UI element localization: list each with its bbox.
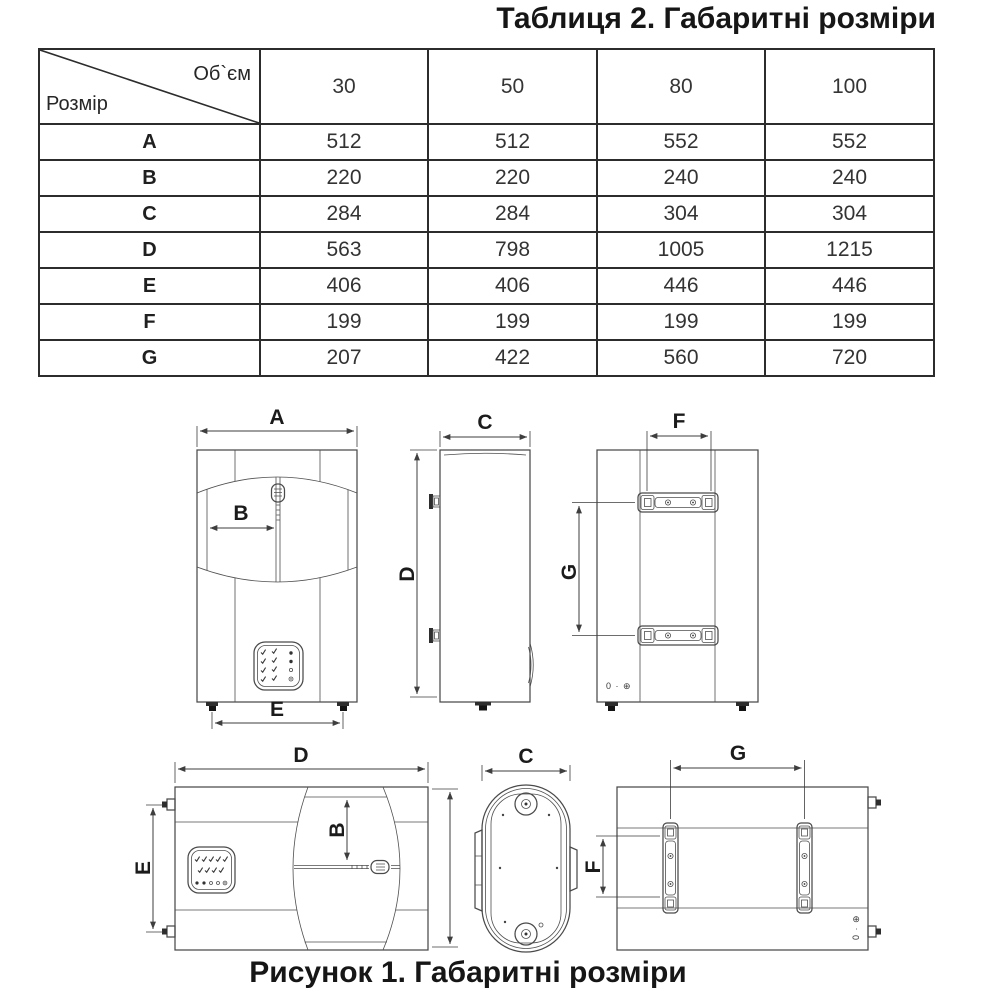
dim-label-d: D bbox=[293, 744, 309, 767]
table-row bbox=[39, 268, 934, 304]
column-header: 100 bbox=[765, 49, 934, 124]
table-cell: 220 bbox=[260, 160, 428, 196]
dimension-a bbox=[197, 406, 357, 447]
wall-bracket-icon bbox=[429, 628, 440, 643]
table-cell: 199 bbox=[765, 304, 934, 340]
column-header: 30 bbox=[260, 49, 428, 124]
table-cell: 220 bbox=[428, 160, 597, 196]
dimension-b bbox=[326, 800, 349, 860]
dim-label-f: F bbox=[582, 860, 605, 874]
view-horizontal-back bbox=[582, 742, 881, 950]
dim-label-g: G bbox=[729, 742, 747, 765]
table-cell: 512 bbox=[428, 124, 597, 160]
table-cell: 560 bbox=[597, 340, 765, 376]
mounting-rail-icon bbox=[663, 823, 678, 913]
table-row bbox=[39, 196, 934, 232]
corner-label-volume: Об`єм bbox=[193, 63, 251, 85]
table-row bbox=[39, 124, 934, 160]
view-horizontal-top bbox=[475, 745, 577, 952]
table-cell: 304 bbox=[597, 196, 765, 232]
row-label: E bbox=[39, 268, 260, 304]
table-cell: 552 bbox=[765, 124, 934, 160]
dim-label-f: F bbox=[672, 410, 686, 433]
anode-capsule bbox=[371, 861, 389, 874]
dimension-d bbox=[396, 450, 437, 697]
dim-label-d: D bbox=[396, 566, 419, 582]
table-cell: 1005 bbox=[597, 232, 765, 268]
dimension-c bbox=[482, 745, 570, 781]
table-cell: 240 bbox=[597, 160, 765, 196]
dimensions-table bbox=[38, 48, 935, 377]
table-cell: 720 bbox=[765, 340, 934, 376]
table-cell: 199 bbox=[428, 304, 597, 340]
view-horizontal-front bbox=[132, 744, 458, 950]
table-cell: 422 bbox=[428, 340, 597, 376]
dim-label-g: G bbox=[558, 563, 581, 581]
row-label: A bbox=[39, 124, 260, 160]
figure-caption: Рисунок 1. Габаритні розміри bbox=[249, 956, 687, 989]
column-header: 80 bbox=[597, 49, 765, 124]
anode-capsule bbox=[272, 484, 285, 520]
view-vertical-front bbox=[197, 406, 357, 729]
dimension-height-right bbox=[432, 789, 458, 947]
table-header-row bbox=[39, 49, 934, 124]
dimension-b bbox=[210, 502, 274, 528]
side-bracket-icon bbox=[475, 830, 577, 911]
dim-label-e: E bbox=[269, 698, 285, 721]
label-markings: 0 · ⊕ bbox=[851, 914, 861, 940]
dim-label-a: A bbox=[269, 406, 285, 429]
control-panel-icon bbox=[188, 847, 235, 893]
control-panel-icon bbox=[254, 642, 303, 690]
table-cell: 199 bbox=[260, 304, 428, 340]
dimension-c bbox=[440, 411, 530, 447]
dim-label-e: E bbox=[132, 860, 155, 876]
foot bbox=[475, 702, 491, 711]
dim-label-b: B bbox=[326, 822, 349, 838]
dim-label-c: C bbox=[477, 411, 493, 434]
table-cell: 552 bbox=[597, 124, 765, 160]
dimension-e bbox=[132, 805, 163, 932]
column-header: 50 bbox=[428, 49, 597, 124]
dimension-f bbox=[582, 836, 660, 897]
row-label: F bbox=[39, 304, 260, 340]
dimension-e bbox=[212, 698, 343, 729]
table-cell: 798 bbox=[428, 232, 597, 268]
table-row bbox=[39, 304, 934, 340]
figure-drawings bbox=[0, 398, 1000, 958]
wall-bracket-icon bbox=[429, 494, 440, 509]
table-cell: 563 bbox=[260, 232, 428, 268]
row-label: G bbox=[39, 340, 260, 376]
view-vertical-side bbox=[396, 411, 533, 711]
dimension-d bbox=[175, 744, 428, 783]
pipe-stub-icon bbox=[162, 799, 175, 937]
table-cell: 199 bbox=[597, 304, 765, 340]
table-row bbox=[39, 160, 934, 196]
table-cell: 304 bbox=[765, 196, 934, 232]
table-cell: 446 bbox=[765, 268, 934, 304]
table-cell: 406 bbox=[428, 268, 597, 304]
pipe-fitting-icon bbox=[515, 793, 537, 945]
table-title: Таблиця 2. Габаритні розміри bbox=[496, 2, 936, 35]
table-cell: 1215 bbox=[765, 232, 934, 268]
mounting-rail-icon bbox=[638, 493, 718, 512]
table-cell: 284 bbox=[260, 196, 428, 232]
label-markings: 0 · ⊕ bbox=[606, 681, 632, 691]
table-cell: 512 bbox=[260, 124, 428, 160]
mounting-rail-icon bbox=[638, 626, 718, 645]
row-label: D bbox=[39, 232, 260, 268]
row-label: B bbox=[39, 160, 260, 196]
corner-label-size: Розмір bbox=[46, 93, 108, 115]
table-corner-cell bbox=[39, 49, 260, 124]
dim-label-c: C bbox=[518, 745, 534, 768]
table-cell: 284 bbox=[428, 196, 597, 232]
foot bbox=[605, 702, 749, 711]
table-cell: 240 bbox=[765, 160, 934, 196]
dim-label-b: B bbox=[233, 502, 249, 525]
row-label: C bbox=[39, 196, 260, 232]
table-cell: 406 bbox=[260, 268, 428, 304]
dimension-g bbox=[671, 742, 805, 819]
mounting-rail-icon bbox=[797, 823, 812, 913]
table-row bbox=[39, 340, 934, 376]
pipe-stub-icon bbox=[868, 797, 881, 937]
table-row bbox=[39, 232, 934, 268]
view-vertical-back bbox=[558, 410, 758, 711]
table-cell: 446 bbox=[597, 268, 765, 304]
table-cell: 207 bbox=[260, 340, 428, 376]
